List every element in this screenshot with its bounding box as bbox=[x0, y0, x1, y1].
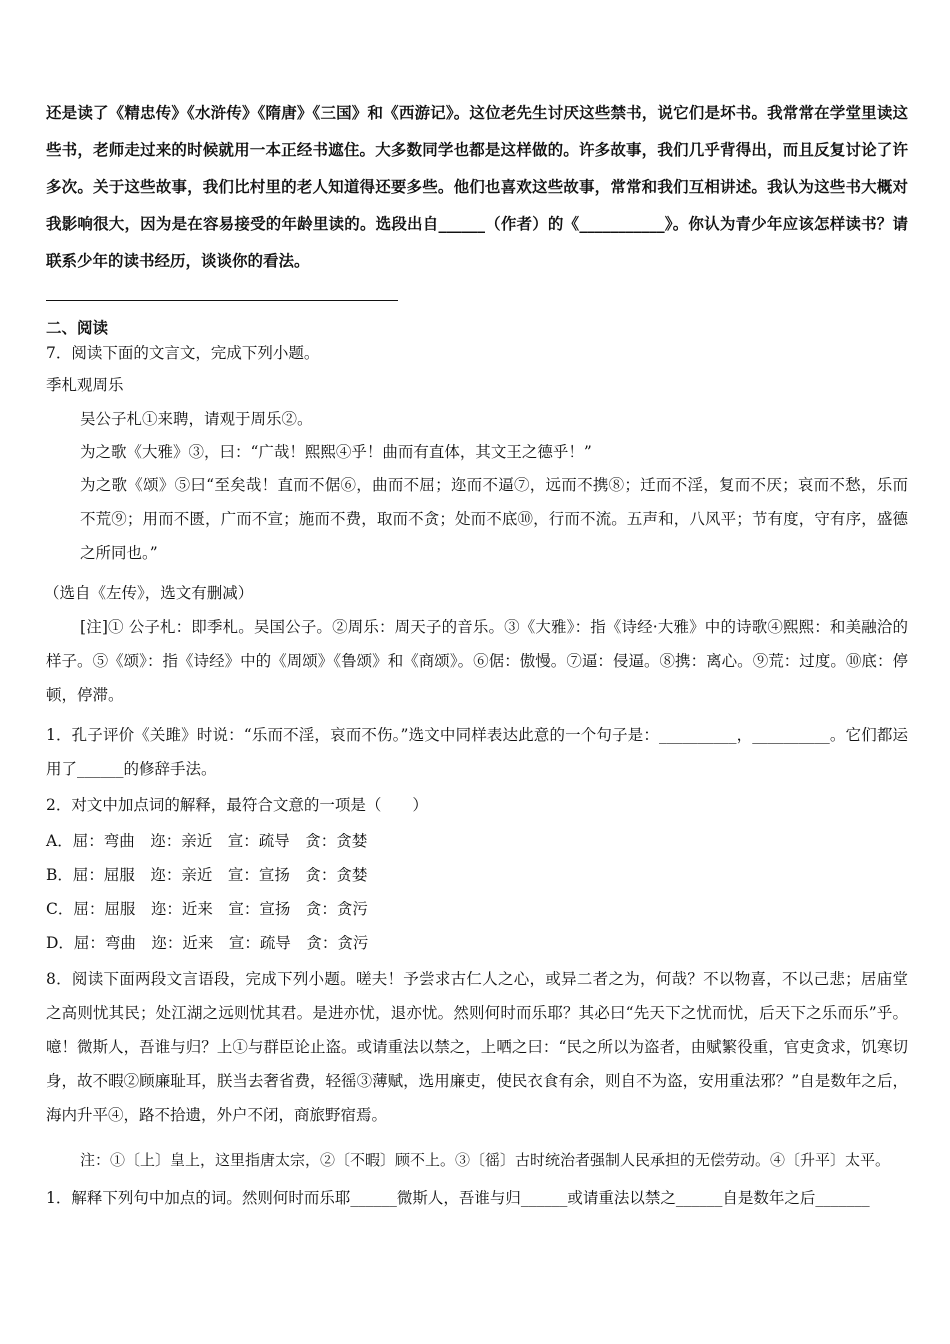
q7-option-a: A．屈：弯曲 迩：亲近 宣：疏导 贪：贪婪 bbox=[46, 832, 368, 850]
q7-intro: 7．阅读下面的文言文，完成下列小题。 bbox=[46, 344, 320, 362]
q7-sub-question-1: 1．孔子评价《关雎》时说：“乐而不淫，哀而不伤。”选文中同样表达此意的一个句子是：__________，__________。它们都运用了______的修辞手法。 bbox=[46, 726, 908, 778]
q8-passage: 8．阅读下面两段文言语段，完成下列小题。嗟夫！予尝求古仁人之心，或异二者之为，何哉？不以物喜，不以己悲；居庙堂之高则忧其民；处江湖之远则忧其君。是进亦忧，退亦忧。然则何时而乐耶？其必曰“先天下之忧而忧，后天下之乐而乐”乎。噫！微斯人，吾谁与归？上①与群臣论止盗。或请重法以禁之，上哂之曰：“民之所以为盗者，由赋繁役重，官吏贪求，饥寒切身，故不暇②顾廉耻耳，朕当去奢省费，轻徭③薄赋，选用廉吏，使民衣食有余，则自不为盗，安用重法邪？”自是数年之后，海内升平④，路不拾遗，外户不闭，商旅野宿焉。 bbox=[46, 970, 908, 1124]
answer-line bbox=[46, 300, 398, 301]
section-heading: 二、阅读 bbox=[46, 318, 109, 337]
q7-option-d: D．屈：弯曲 迩：近来 宣：疏导 贪：贪污 bbox=[46, 934, 369, 952]
q7-sub-question-2: 2．对文中加点词的解释，最符合文意的一项是（ ） bbox=[46, 796, 428, 814]
q7-source: （选自《左传》，选文有删减） bbox=[44, 584, 254, 602]
q8-sub-question-1: 1．解释下列句中加点的词。然则何时而乐耶______微斯人，吾谁与归______或请重法以禁之______自是数年之后_______ bbox=[46, 1189, 870, 1207]
q8-notes: 注：①〔上〕皇上，这里指唐太宗，②〔不暇〕顾不上。③〔徭〕古时统治者强制人民承担的无偿劳动。④〔升平〕太平。 bbox=[80, 1151, 891, 1169]
q7-title: 季札观周乐 bbox=[46, 376, 124, 394]
q7-paragraph-1: 吴公子札①来聘，请观于周乐②。 bbox=[80, 410, 313, 428]
q7-paragraph-3: 为之歌《颂》⑤曰“至矣哉！直而不倨⑥，曲而不屈；迩而不逼⑦，远而不携⑧；迁而不淫，复而不厌；哀而不愁，乐而不荒⑨；用而不匮，广而不宣；施而不费，取而不贪；处而不底⑩，行而不流。五声和，八风平；节有度，守有序，盛德之所同也。” bbox=[80, 476, 908, 562]
q7-paragraph-2: 为之歌《大雅》③，曰：“广哉！熙熙④乎！曲而有直体，其文王之德乎！” bbox=[80, 443, 592, 461]
q6-passage: 还是读了《精忠传》《水浒传》《隋唐》《三国》和《西游记》。这位老先生讨厌这些禁书，说它们是坏书。我常常在学堂里读这些书，老师走过来的时候就用一本正经书遮住。大多数同学也都是这样做的。许多故事，我们几乎背得出，而且反复讨论了许多次。关于这些故事，我们比村里的老人知道得还要多些。他们也喜欢这些故事，常常和我们互相讲述。我认为这些书大概对我影响很大，因为是在容易接受的年龄里读的。选段出自______（作者）的《___________》。你认为青少年应该怎样读书？请联系少年的读书经历，谈谈你的看法。 bbox=[46, 103, 908, 270]
q7-notes: [注]① 公子札：即季札。吴国公子。②周乐：周天子的音乐。③《大雅》：指《诗经·大雅》中的诗歌④熙熙：和美融洽的样子。⑤《颂》：指《诗经》中的《周颂》《鲁颂》和《商颂》。⑥倨：傲慢。⑦逼：侵逼。⑧携：离心。⑨荒：过度。⑩底：停顿，停滞。 bbox=[46, 618, 908, 704]
q7-option-c: C．屈：屈服 迩：近来 宣：宣扬 贪：贪污 bbox=[46, 900, 368, 918]
q7-option-b: B．屈：屈服 迩：亲近 宣：宣扬 贪：贪婪 bbox=[46, 866, 368, 884]
